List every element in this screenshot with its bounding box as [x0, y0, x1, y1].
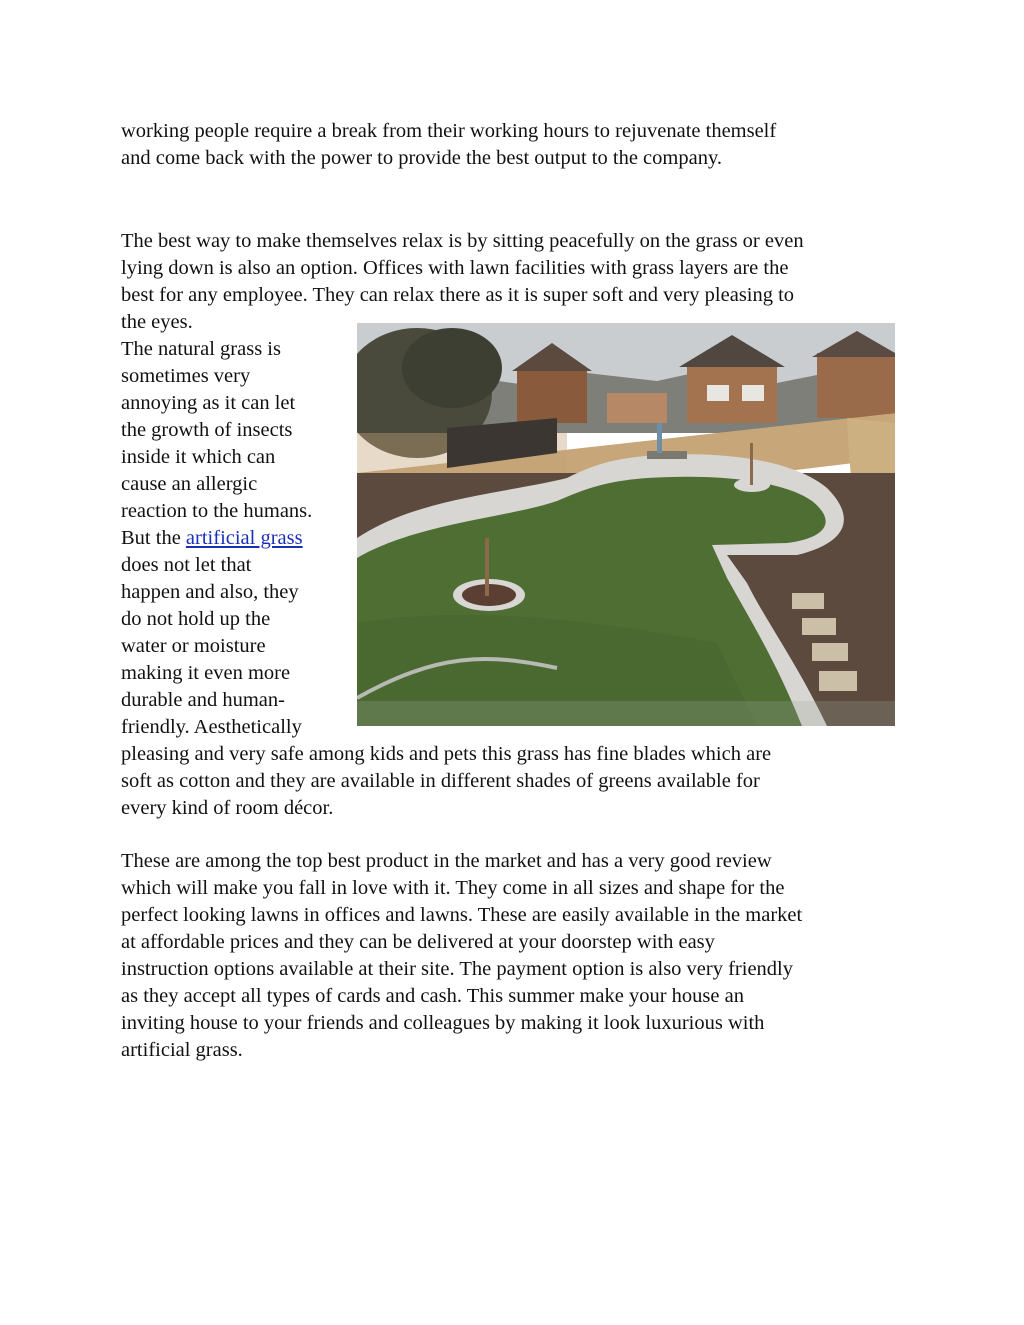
text-line: The best way to make themselves relax is by sitting peacefully on the grass or even	[121, 230, 804, 252]
text-line: as they accept all types of cards and cash. This summer make your house an	[121, 985, 744, 1007]
paragraph-natural-vs-artificial	[121, 336, 361, 741]
text-line: The natural grass is	[121, 338, 281, 360]
paragraph-work-break	[121, 118, 911, 172]
text-line: durable and human-	[121, 689, 285, 711]
paragraph-safe-for-kids	[121, 741, 911, 822]
text-line-with-link	[121, 525, 361, 552]
text-line: inside it which can	[121, 446, 276, 468]
text-line: at affordable prices and they can be delivered at your doorstep with easy	[121, 931, 715, 953]
text-line: sometimes very	[121, 365, 251, 387]
text-line: do not hold up the	[121, 608, 271, 630]
paragraph-relax-on-grass	[121, 228, 911, 336]
text-line: water or moisture	[121, 635, 266, 657]
text-line: the eyes.	[121, 311, 193, 333]
text-line: best for any employee. They can relax there as it is super soft and very pleasing to	[121, 284, 795, 306]
garden-photo	[357, 323, 895, 726]
text-line: These are among the top best product in the market and has a very good review	[121, 850, 772, 872]
text-line: making it even more	[121, 662, 291, 684]
paragraph-top-products	[121, 848, 911, 1064]
text-line: pleasing and very safe among kids and pets this grass has fine blades which are	[121, 743, 772, 765]
text-line: annoying as it can let	[121, 392, 296, 414]
text-line: cause an allergic	[121, 473, 258, 495]
text-fragment: But the	[121, 527, 186, 549]
text-line: reaction to the humans.	[121, 500, 313, 522]
text-line: lying down is also an option. Offices with lawn facilities with grass layers are the	[121, 257, 789, 279]
text-line: happen and also, they	[121, 581, 299, 603]
text-line: inviting house to your friends and colleagues by making it look luxurious with	[121, 1012, 765, 1034]
artificial-grass-link[interactable]: artificial grass	[185, 527, 303, 549]
text-line: friendly. Aesthetically	[121, 716, 302, 738]
text-line: artificial grass.	[121, 1039, 243, 1061]
text-line: working people require a break from their working hours to rejuvenate themself	[121, 120, 777, 142]
text-line: does not let that	[121, 554, 252, 576]
text-line: instruction options available at their site. The payment option is also very friendly	[121, 958, 793, 980]
text-line: every kind of room décor.	[121, 797, 334, 819]
text-line: the growth of insects	[121, 419, 293, 441]
text-line: soft as cotton and they are available in different shades of greens available for	[121, 770, 760, 792]
text-line: which will make you fall in love with it. They come in all sizes and shape for the	[121, 877, 785, 899]
text-line: and come back with the power to provide the best output to the company.	[121, 147, 722, 169]
text-line: perfect looking lawns in offices and lawns. These are easily available in the market	[121, 904, 803, 926]
